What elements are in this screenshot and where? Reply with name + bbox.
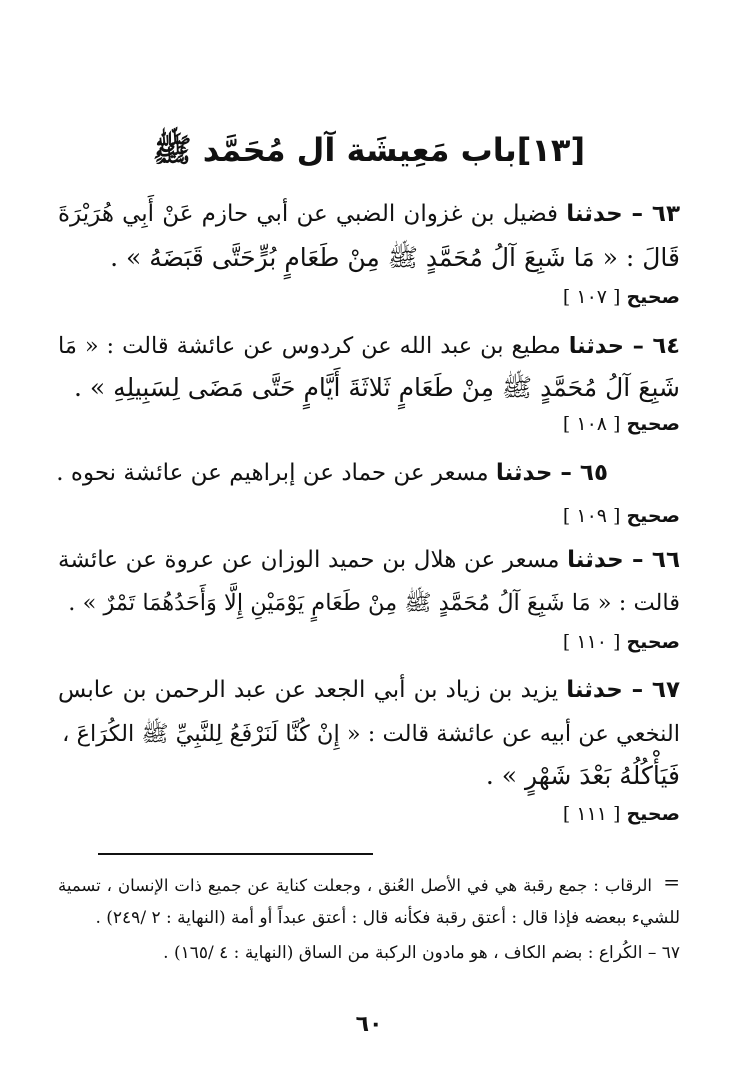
grade-reference: [ ١٠٧ ] bbox=[562, 286, 621, 308]
hadith-64-chain: مطيع بن عبد الله عن كردوس عن عائشة قالت : « مَا bbox=[58, 333, 569, 359]
footnote-separator bbox=[98, 853, 373, 855]
hadith-64-grade bbox=[563, 411, 680, 437]
hadith-66-line-1 bbox=[58, 542, 680, 578]
footnote-line-2: للشيء ببعضه فإذا قال : أعتق رقبة فكأنه قال : أعتق عبداً أو أمة (النهاية : ٢ /٢٤٩) . bbox=[95, 908, 680, 928]
hadith-64-line-2: شَبِعَ آلُ مُحَمَّدٍ ﷺ مِنْ طَعَامٍ ثَلاثَةَ أَيَّامٍ حَتَّى مَضَى لِسَبِيلِهِ » . bbox=[74, 373, 680, 402]
hadith-64-line-1 bbox=[58, 328, 680, 364]
grade-reference: [ ١٠٩ ] bbox=[562, 505, 621, 527]
hadith-63-chain: فضيل بن غزوان الضبي عن أبي حازم عَنْ أَبِي هُرَيْرَةَ bbox=[58, 201, 567, 227]
hadith-64-lead: ٦٤ – حدثنا bbox=[568, 333, 680, 359]
grade-label: صحيح bbox=[626, 803, 680, 825]
hadith-63-lead: ٦٣ – حدثنا bbox=[566, 201, 680, 227]
grade-reference: [ ١٠٨ ] bbox=[562, 413, 621, 435]
hadith-67-line-2: النخعي عن أبيه عن عائشة قالت : « إِنْ كُنَّا لَنَرْفَعُ لِلنَّبِيِّ ﷺ الكُرَاعَ ، bbox=[62, 721, 680, 747]
hadith-67-line-3: فَيَأْكُلُهُ بَعْدَ شَهْرٍ » . bbox=[485, 761, 680, 790]
grade-label: صحيح bbox=[626, 631, 680, 653]
hadith-66-chain: مسعر عن هلال بن حميد الوزان عن عروة عن عائشة bbox=[58, 547, 568, 573]
chapter-title: [١٣]باب مَعِيشَة آل مُحَمَّد ﷺ bbox=[152, 131, 586, 169]
hadith-65-line-1 bbox=[48, 455, 608, 491]
footnote-line-3: ٦٧ – الكُراع : بضم الكاف ، هو مادون الركبة من الساق (النهاية : ٤ /١٦٥) . bbox=[163, 943, 680, 963]
hadith-67-chain: يزيد بن زياد بن أبي الجعد عن عبد الرحمن بن عابس bbox=[58, 677, 567, 703]
page-number: ٦٠ bbox=[355, 1012, 383, 1037]
hadith-65-lead: ٦٥ – حدثنا bbox=[495, 460, 608, 486]
hadith-67-lead: ٦٧ – حدثنا bbox=[566, 677, 680, 703]
hadith-67-grade bbox=[563, 801, 680, 827]
grade-label: صحيح bbox=[626, 413, 680, 435]
hadith-63-line-2: قَالَ : « مَا شَبِعَ آلُ مُحَمَّدٍ ﷺ مِنْ طَعَامٍ بُرٍّحَتَّى قَبَضَهُ » . bbox=[110, 243, 680, 272]
footnote-continuation-mark: = bbox=[663, 870, 680, 894]
footnote-line-1: الرقاب : جمع رقبة هي في الأصل العُنق ، وجعلت كناية عن جميع ذات الإنسان ، تسمية bbox=[58, 876, 652, 895]
grade-label: صحيح bbox=[626, 505, 680, 527]
hadith-66-line-2: قالت : « مَا شَبِعَ آلُ مُحَمَّدٍ ﷺ مِنْ طَعَامٍ يَوْمَيْنِ إِلَّا وَأَحَدُهُمَا تَمْرٌ » . bbox=[68, 590, 680, 616]
grade-label: صحيح bbox=[626, 286, 680, 308]
hadith-63-grade bbox=[563, 284, 680, 310]
hadith-66-grade bbox=[563, 629, 680, 655]
hadith-67-line-1 bbox=[58, 672, 680, 708]
hadith-66-lead: ٦٦ – حدثنا bbox=[567, 547, 680, 573]
hadith-65-chain: مسعر عن حماد عن إبراهيم عن عائشة نحوه . bbox=[56, 460, 496, 486]
hadith-63-line-1 bbox=[58, 196, 680, 232]
grade-reference: [ ١١١ ] bbox=[562, 803, 621, 825]
grade-reference: [ ١١٠ ] bbox=[562, 631, 621, 653]
hadith-65-grade bbox=[563, 503, 680, 529]
